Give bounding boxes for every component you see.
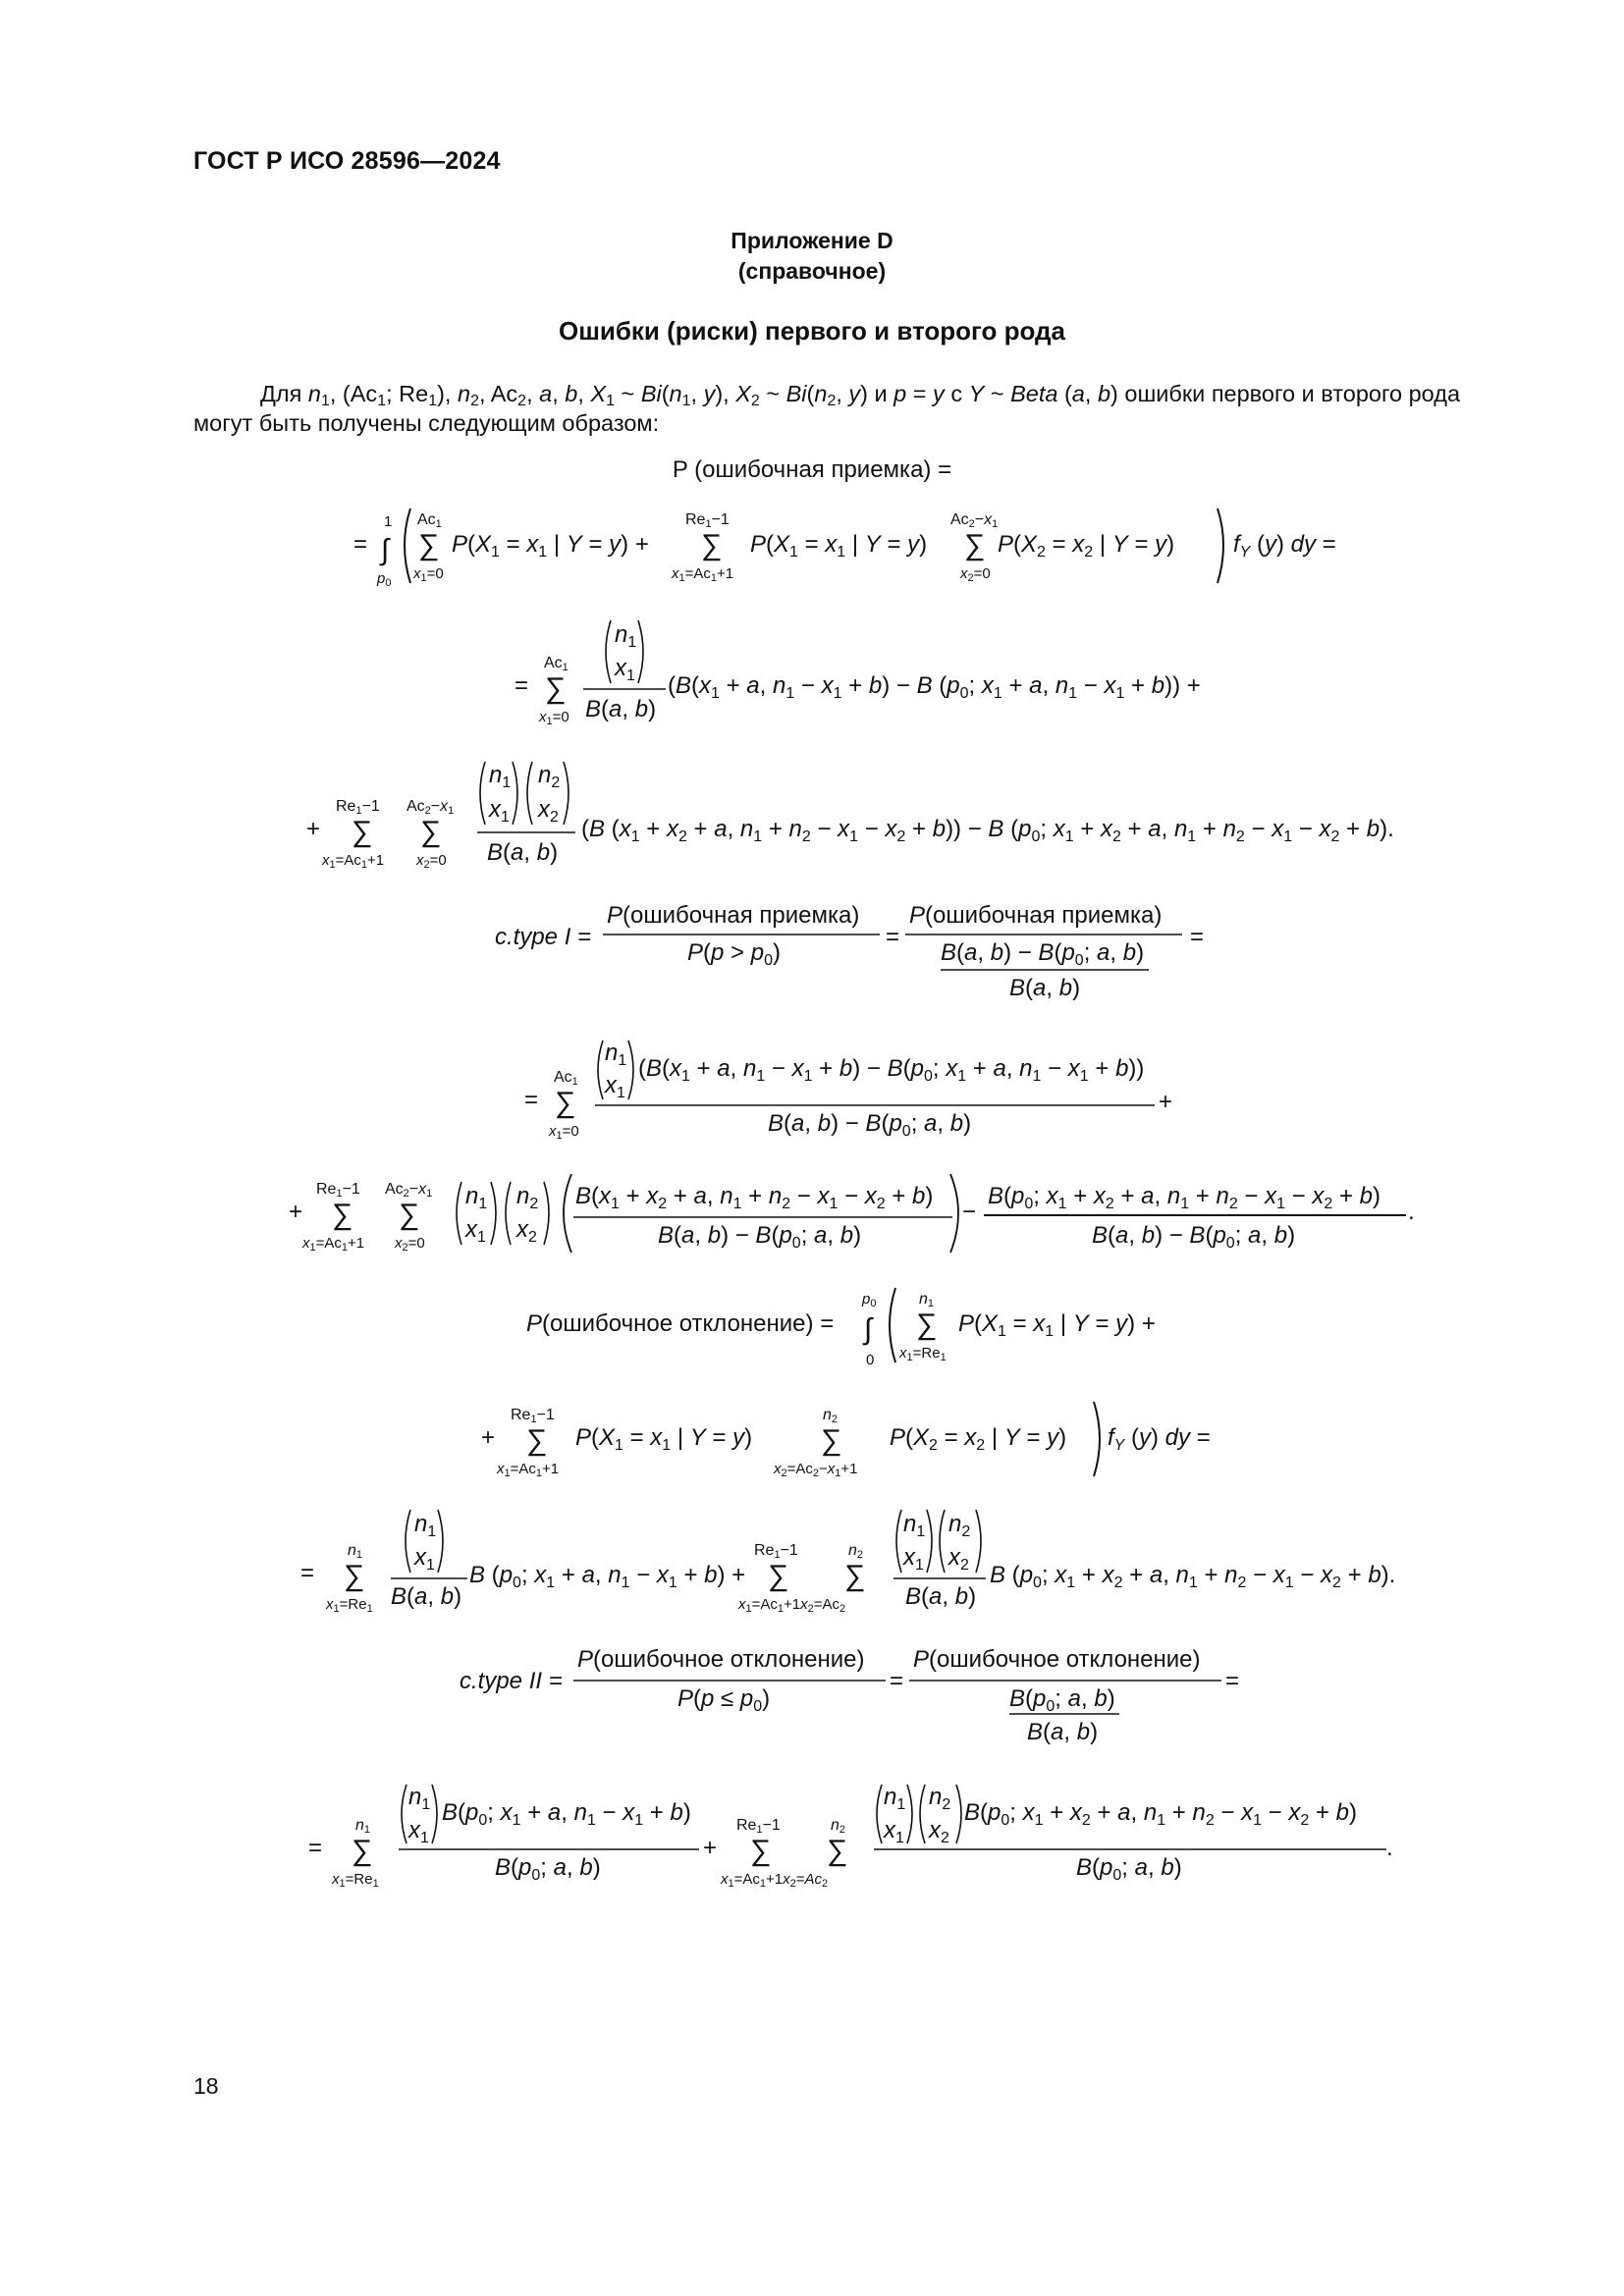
svg-text:B(p0; x1 + x2 + a, n1 + n2 − x: $B(p_0$; $x_1 + x_2 + a$, $n_1 + n_2 - x_1 - x_2 + b$) (988, 1183, 1380, 1212)
svg-text:Re1−1: Re1−1 (685, 511, 730, 530)
page-number: 18 (193, 2073, 219, 2099)
svg-text:x1=Re1: $x_1=Re_1$ (326, 1596, 373, 1615)
svg-text:B(a, b) − B(p0; a, b): B(a, $b) - B(p_0$; a, b) (941, 939, 1145, 969)
svg-text:x2=0: $x_2=0$ (416, 852, 447, 871)
formula-line-6 (289, 1174, 1415, 1254)
svg-text:P(X2 = x2 | Y = y): $P(X_2 = x_2$ | Y = y) (890, 1424, 1067, 1454)
svg-text:B(x1 + x2 + a, n1 + n2 − x1 −: $B(x_1 + x_2 + a$, $n_1 + n_2 - x_1 - x_2 + b$) (575, 1183, 934, 1212)
svg-text:n1: $n_1$ (414, 1511, 437, 1540)
svg-text:P(X1 = x1 | Y = y) +: $P(X_1 = x_1$ | Y = y) + (958, 1310, 1156, 1340)
svg-text:∑: ∑ (827, 1835, 848, 1867)
svg-text:+: + (703, 1835, 718, 1861)
svg-text:B(a, b) − B(p0; a, b): B(a, $b) - B(p_0$; a, b) (658, 1222, 862, 1252)
svg-text:(B(x1 + a, n1 − x1 + b) − B(p0: ($B(x_1 + a$, $n_1 - x_1 + b) - B(p_0$; $x_1 + a$, $n_1 - x_1 + b$)) (638, 1055, 1145, 1085)
svg-text:x2=0: $x_2=0$ (395, 1235, 425, 1254)
svg-text:∑: ∑ (821, 1424, 842, 1457)
intro-tail: ошибки первого и второго рода могут быть получены следующим образом: (193, 381, 1461, 436)
svg-text:x2: $x_2$ (516, 1216, 537, 1246)
svg-text:n2: $n_2$ (538, 762, 561, 791)
svg-text:∑: ∑ (545, 672, 567, 705)
svg-text:Re1−1: Re1−1 (736, 1817, 781, 1836)
svg-text:x2: $x_2$ (948, 1544, 969, 1574)
svg-text:c.type I =: c.type I = (495, 924, 592, 950)
svg-text:P(ошибочное отклонение) =: P(ошибочное отклонение) = (526, 1310, 835, 1337)
svg-text:Re1−1: Re1−1 (316, 1181, 360, 1200)
svg-text:B(a, b): B(a, b) (905, 1583, 977, 1610)
svg-text:x2=Ac2−x1+1: $x_2=Ac_2-x_1+1$ (774, 1461, 858, 1479)
svg-text:B(p0; x1 + x2 + a, n1 + n2 − x: $B(p_0$; $x_1 + x_2 + a$, $n_1 + n_2 - x_1 - x_2 + b$) (964, 1799, 1357, 1829)
svg-text:∑: ∑ (701, 529, 723, 561)
svg-text:∑: ∑ (399, 1199, 420, 1231)
section-title: Ошибки (риски) первого и второго рода (558, 316, 1066, 346)
svg-text:x1: $x_1$ (465, 1216, 486, 1246)
formula-line-2 (514, 620, 1201, 727)
svg-text:∑: ∑ (555, 1087, 576, 1119)
annex-title: Приложение D (731, 228, 893, 253)
svg-text:x1=Ac1+1: $x_1=Ac_1+1$ (672, 565, 734, 584)
svg-text:n2: n2 (848, 1542, 864, 1561)
svg-text:x1=Re1: $x_1=Re_1$ (899, 1345, 947, 1363)
svg-text:n1: n1 (919, 1291, 935, 1309)
svg-text:P(ошибочная приемка): P(ошибочная приемка) (607, 902, 860, 929)
formula-type-1 (495, 902, 1204, 1001)
svg-text:n1: $n_1$ (615, 621, 637, 651)
svg-text:B(a, b) − B(p0; a, b): B(a, $b) - B(p_0$; a, b) (1092, 1222, 1296, 1252)
svg-text:n2: $n_2$ (929, 1784, 951, 1813)
svg-text:n1: $n_1$ (489, 762, 512, 791)
svg-text:∑: ∑ (916, 1308, 938, 1341)
svg-text:∑: ∑ (750, 1835, 772, 1867)
svg-text:B(a, b): B(a, b) (585, 696, 657, 722)
intro-paragraph: Для $n_1$, ($Ac_1$; $Re_1$), $n_2$, $Ac_2$, a, b, $X_1$ ~ $Bi(n_1$, y), $X_2$ ~ $Bi(n_2$, y) и p = y с Y ~ Beta (a, b) ошибки первого и второго рода могут быть получены следующим образом: (193, 381, 1461, 436)
svg-text:x1=Ac1+1: $x_1=Ac_1+1$ (302, 1235, 365, 1254)
svg-text:P(ошибочное отклонение): P(ошибочное отклонение) (577, 1646, 865, 1673)
svg-text:P(X1 = x1 | Y = y) +: $P(X_1 = x_1$ | Y = y) + (452, 531, 649, 561)
svg-text:B(a, b): B(a, b) (487, 839, 559, 866)
svg-text:B(a, b): B(a, b) (391, 1583, 462, 1610)
svg-text:B(p0; x1 + a, n1 − x1 + b): $B(p_0$; $x_1 + a$, $n_1 - x_1 + b$) (442, 1799, 691, 1829)
svg-text:B (p0; x1 + a, n1 − x1 + b) +: B ($p_0$; $x_1 + a$, $n_1 - x_1 + b$) + (469, 1562, 746, 1591)
svg-text:P(ошибочное отклонение): P(ошибочное отклонение) (913, 1646, 1201, 1673)
svg-text:n1: $n_1$ (903, 1511, 926, 1540)
svg-text:n2: $n_2$ (516, 1183, 539, 1212)
formula-line-9 (300, 1510, 1395, 1615)
svg-text:=: = (300, 1560, 315, 1586)
svg-text:x1: $x_1$ (605, 1072, 625, 1101)
svg-text:∑: ∑ (352, 1835, 373, 1867)
svg-text:P(X1 = x1 | Y = y): $P(X_1 = x_1$ | Y = y) (575, 1424, 753, 1454)
formula-line-1 (353, 508, 1336, 589)
svg-text:Ac2−x1: Ac2−x1 (406, 798, 455, 817)
svg-text:=: = (890, 1668, 904, 1694)
intro-lead: Для (260, 381, 302, 406)
svg-text:n2: $n_2$ (948, 1511, 971, 1540)
svg-text:=: = (524, 1087, 539, 1113)
svg-text:x1=Ac1+1x2=Ac2: $x_1=Ac_1+1x_2=Ac_2$ (721, 1871, 829, 1890)
formula-line-3 (306, 762, 1394, 871)
svg-text:B(a, b): B(a, b) (1009, 975, 1081, 1001)
svg-text:x1=Re1: $x_1=Re_1$ (332, 1871, 379, 1890)
svg-text:n2: n2 (831, 1817, 846, 1836)
svg-text:Ac2−x1: Ac2−x1 (385, 1181, 433, 1200)
svg-text:n1: $n_1$ (408, 1784, 431, 1813)
svg-text:x1=Ac1+1: $x_1=Ac_1+1$ (497, 1461, 560, 1479)
svg-text:n1: n1 (348, 1542, 363, 1561)
svg-text:Re1−1: Re1−1 (754, 1542, 798, 1561)
svg-text:x1=0: $x_1=0$ (539, 709, 569, 727)
svg-text:B(a, b) − B(p0; a, b): B(a, $b) - B(p_0$; a, b) (768, 1110, 972, 1140)
svg-text:x1=0: $x_1=0$ (413, 565, 444, 584)
svg-text:x1: $x_1$ (408, 1817, 429, 1846)
svg-text:P(ошибочная приемка): P(ошибочная приемка) (909, 902, 1163, 929)
svg-text:Ac1: Ac1 (554, 1069, 578, 1088)
svg-text:c.type II =: c.type II = (460, 1668, 563, 1694)
svg-text:x1=0: $x_1=0$ (549, 1123, 579, 1142)
formula-line-7 (526, 1288, 1156, 1368)
svg-text:Re1−1: Re1−1 (511, 1407, 555, 1425)
svg-text:B(a, b): B(a, b) (1027, 1719, 1099, 1745)
svg-text:Ac1: Ac1 (417, 511, 442, 530)
svg-text:fY (y) dy =: $f_Y$ (y) dy = (1108, 1424, 1211, 1454)
svg-text:−: − (962, 1199, 977, 1225)
svg-text:B(p0; a, b): $B(p_0$; a, b) (1076, 1854, 1182, 1884)
svg-text:+: + (289, 1199, 303, 1225)
p-false-accept-label: P (ошибочная приемка) = (672, 456, 952, 483)
svg-text:∑: ∑ (344, 1560, 365, 1592)
svg-text:∫: ∫ (864, 1313, 873, 1346)
svg-text:x2: $x_2$ (538, 796, 559, 826)
svg-text:.: . (1408, 1199, 1415, 1225)
svg-text:x1: $x_1$ (884, 1817, 904, 1846)
svg-text:Ac1: Ac1 (544, 655, 568, 673)
svg-text:=: = (1225, 1668, 1240, 1694)
formula-line-11 (308, 1784, 1393, 1890)
svg-text:p0: $p_0$ (377, 570, 392, 589)
svg-text:x1: $x_1$ (615, 655, 635, 684)
svg-text:B(p0; a, b): $B(p_0$; a, b) (495, 1854, 601, 1884)
svg-text:P(X2 = x2 | Y = y): $P(X_2 = x_2$ | Y = y) (998, 531, 1175, 561)
svg-text:x1: $x_1$ (414, 1544, 435, 1574)
svg-text:=: = (1190, 924, 1205, 950)
svg-text:n1: $n_1$ (884, 1784, 906, 1813)
formula-type-2 (460, 1646, 1239, 1745)
svg-text:∑: ∑ (420, 816, 442, 848)
svg-text:=: = (886, 924, 900, 950)
document-header: ГОСТ Р ИСО 28596—2024 (193, 147, 501, 175)
svg-text:B (p0; x1 + x2 + a, n1 + n2 −: B ($p_0$; $x_1 + x_2 + a$, $n_1 + n_2 - x_1 - x_2 + b$). (990, 1562, 1396, 1591)
svg-text:1: 1 (384, 513, 393, 530)
svg-text:∑: ∑ (526, 1424, 548, 1457)
svg-text:0: 0 (866, 1352, 875, 1368)
svg-text:∑: ∑ (964, 529, 986, 561)
svg-text:+: + (1159, 1089, 1173, 1115)
svg-text:(B (x1 + x2 + a, n1 + n2 − x1: (B ($x_1 + x_2 + a$, $n_1 + n_2 - x_1 - x_2 + b)) - B$ ($p_0$; $x_1 + x_2 + a$, $n_1 + n_2 - x_1 - x_2 + b$). (581, 816, 1394, 845)
svg-text:=: = (514, 672, 529, 699)
svg-text:=: = (353, 531, 368, 558)
svg-text:n1: $n_1$ (605, 1040, 627, 1069)
svg-text:.: . (1386, 1835, 1393, 1861)
svg-text:=: = (308, 1835, 323, 1861)
svg-text:P(X1 = x1 | Y = y): $P(X_1 = x_1$ | Y = y) (750, 531, 928, 561)
svg-text:∫: ∫ (381, 534, 390, 566)
svg-text:∑: ∑ (418, 529, 440, 561)
svg-text:n1: n1 (355, 1817, 371, 1836)
svg-text:∑: ∑ (352, 816, 373, 848)
svg-text:+: + (306, 816, 321, 842)
svg-text:+: + (481, 1424, 496, 1451)
svg-text:x1: $x_1$ (903, 1544, 924, 1574)
svg-text:∑: ∑ (332, 1199, 353, 1231)
svg-text:P(p ≤ p0): $P(p \le p_0)$ (677, 1685, 771, 1715)
svg-text:∑: ∑ (768, 1560, 789, 1592)
svg-text:x1: $x_1$ (489, 796, 510, 826)
annex-status: (справочное) (737, 258, 887, 284)
svg-text:p0: $p_0$ (862, 1291, 877, 1309)
svg-text:n2: n2 (823, 1407, 839, 1425)
svg-text:x2: $x_2$ (929, 1817, 949, 1846)
svg-text:fY (y) dy =: $f_Y$ (y) dy = (1233, 531, 1336, 561)
svg-text:P(p > p0): $P(p > p_0)$ (687, 939, 781, 969)
formula-line-8 (481, 1402, 1211, 1479)
svg-text:x1=Ac1+1: $x_1=Ac_1+1$ (322, 852, 385, 871)
svg-text:Re1−1: Re1−1 (336, 798, 380, 817)
svg-text:∑: ∑ (844, 1560, 866, 1592)
svg-text:(B(x1 + a, n1 − x1 + b) − B (p: ($B(x_1 + a$, $n_1 - x_1 + b) - B$ ($p_0$; $x_1 + a$, $n_1 - x_1 + b$)) + (668, 672, 1201, 702)
svg-text:B(p0; a, b): $B(p_0$; a, b) (1009, 1685, 1115, 1715)
formula-line-5 (524, 1040, 1172, 1142)
svg-text:Ac2−x1: Ac2−x1 (950, 511, 999, 530)
svg-text:n1: $n_1$ (465, 1183, 488, 1212)
svg-text:x2=0: $x_2=0$ (960, 565, 991, 584)
svg-text:x1=Ac1+1x2=Ac2: $x_1=Ac_1+1x_2=Ac_2$ (738, 1596, 846, 1615)
